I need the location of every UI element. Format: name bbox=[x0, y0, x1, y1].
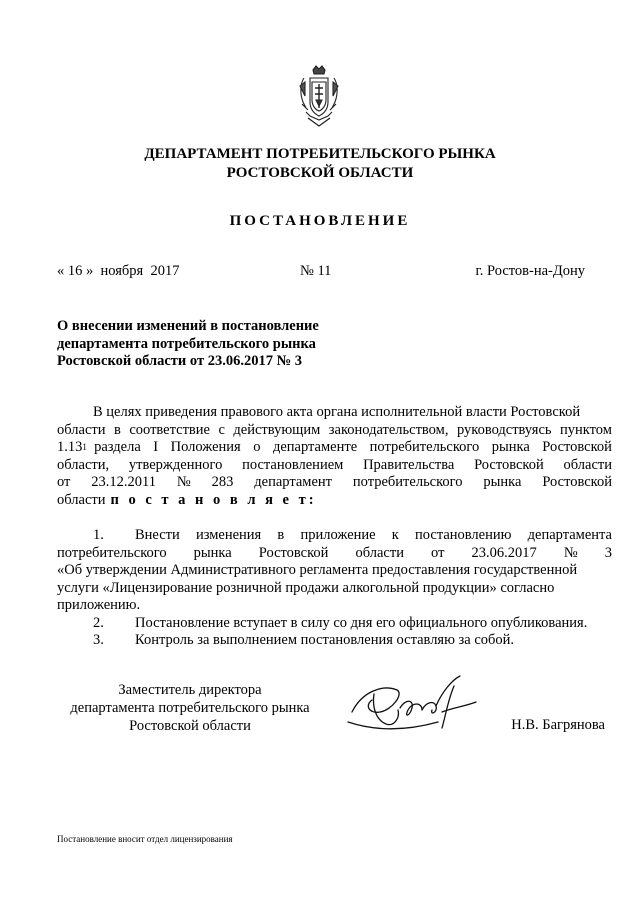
word: Ростовской bbox=[542, 474, 612, 490]
word: утвержденного bbox=[128, 456, 223, 473]
document-subject bbox=[57, 318, 319, 371]
word: рынка bbox=[491, 439, 530, 455]
list-item-line: приложению. bbox=[57, 597, 141, 613]
signer-position-line: Ростовской области bbox=[129, 718, 251, 734]
word: департамент bbox=[254, 474, 333, 490]
word: 283 bbox=[211, 474, 234, 490]
document-date: « 16 » ноября 2017 bbox=[57, 263, 180, 279]
word: Правительства bbox=[363, 456, 455, 473]
preamble-line bbox=[57, 474, 612, 492]
signer-name: Н.В. Багрянова bbox=[511, 717, 605, 733]
preamble-line: области п о с т а н о в л я е т: bbox=[57, 491, 317, 508]
word: 3 bbox=[604, 544, 612, 561]
word: соответствие bbox=[129, 421, 210, 438]
word: руководствуясь bbox=[456, 421, 552, 438]
word: № bbox=[563, 544, 578, 561]
word: от bbox=[431, 544, 445, 561]
word: действующим bbox=[233, 421, 321, 438]
word: потребительского bbox=[57, 544, 167, 561]
word: к bbox=[391, 527, 399, 543]
resolution-items bbox=[57, 527, 612, 650]
list-item-line: услуги «Лицензирование розничной продажи алкогольной продукции» согласно bbox=[57, 579, 555, 596]
word: Ростовской bbox=[474, 456, 544, 473]
resolves-keyword: п о с т а н о в л я е т: bbox=[110, 491, 317, 508]
signer-position-line: департамента потребительского рынка bbox=[70, 700, 310, 716]
word: 23.12.2011 bbox=[91, 474, 157, 490]
word: изменения bbox=[195, 527, 262, 543]
list-item-2: 2. Постановление вступает в силу со дня его официального опубликования. bbox=[57, 615, 612, 633]
word: I bbox=[153, 439, 159, 455]
word: потребительского bbox=[369, 439, 480, 455]
word: 23.06.2017 bbox=[471, 544, 537, 561]
item-number: 3. bbox=[93, 632, 104, 648]
word: в bbox=[277, 527, 285, 543]
list-item-3: 3. Контроль за выполнением постановления оставляю за собой. bbox=[57, 632, 612, 650]
subject-line: О внесении изменений в постановление bbox=[57, 318, 319, 334]
word: области bbox=[57, 421, 106, 438]
word: департамента bbox=[527, 527, 612, 543]
word: раздела bbox=[94, 439, 141, 455]
document-city: г. Ростов-на-Дону bbox=[475, 263, 585, 279]
word: Ростовской bbox=[542, 439, 612, 455]
word: с bbox=[218, 421, 225, 438]
department-name-line2: РОСТОВСКОЙ ОБЛАСТИ bbox=[226, 165, 414, 181]
list-item-line: «Об утверждении Административного регламента предоставления государственной bbox=[57, 562, 578, 578]
signer-position-line: Заместитель директора bbox=[118, 682, 262, 698]
signer-position bbox=[50, 681, 330, 735]
preamble-line bbox=[57, 457, 612, 475]
item-number: 2. bbox=[93, 614, 104, 631]
word: Ростовской bbox=[258, 544, 329, 561]
word: законодательством, bbox=[328, 421, 449, 438]
item-number: 1. bbox=[93, 527, 104, 543]
word: Положения bbox=[170, 439, 241, 455]
preamble-line bbox=[57, 422, 612, 440]
subject-line: Ростовской области от 23.06.2017 № 3 bbox=[57, 353, 303, 369]
word: о bbox=[253, 439, 261, 455]
department-name-line1: ДЕПАРТАМЕНТ ПОТРЕБИТЕЛЬСКОГО РЫНКА bbox=[144, 146, 496, 162]
word: департаменте bbox=[272, 439, 358, 455]
word: области, bbox=[57, 456, 110, 473]
word: Внести bbox=[135, 527, 180, 543]
word: области bbox=[563, 456, 612, 473]
preamble-line: 1.13 1 раздела I Положения о департаменте потребительского рынка Ростовской bbox=[57, 439, 612, 455]
word: рынка bbox=[483, 474, 522, 490]
footer-note: Постановление вносит отдел лицензирования bbox=[57, 834, 233, 844]
preamble-line: В целях приведения правового акта органа исполнительной власти Ростовской bbox=[93, 404, 581, 420]
word: потребительского bbox=[352, 474, 463, 490]
preamble-paragraph bbox=[57, 404, 612, 509]
subject-line: департамента потребительского рынка bbox=[57, 335, 316, 352]
coat-of-arms-icon bbox=[296, 64, 342, 130]
list-item-line bbox=[57, 545, 612, 563]
word: постановлением bbox=[242, 456, 344, 473]
document-number: № 11 bbox=[300, 263, 332, 279]
word: приложение bbox=[300, 527, 376, 543]
word: от bbox=[57, 474, 71, 490]
word: области bbox=[355, 544, 404, 561]
word: в bbox=[113, 421, 121, 438]
document-type-title: ПОСТАНОВЛЕНИЕ bbox=[229, 213, 411, 229]
word: постановлению bbox=[415, 527, 512, 543]
word: рынка bbox=[193, 544, 232, 561]
word: № bbox=[176, 474, 191, 490]
word: пунктом bbox=[560, 421, 612, 438]
list-item-1 bbox=[57, 527, 612, 545]
handwritten-signature bbox=[342, 672, 492, 742]
